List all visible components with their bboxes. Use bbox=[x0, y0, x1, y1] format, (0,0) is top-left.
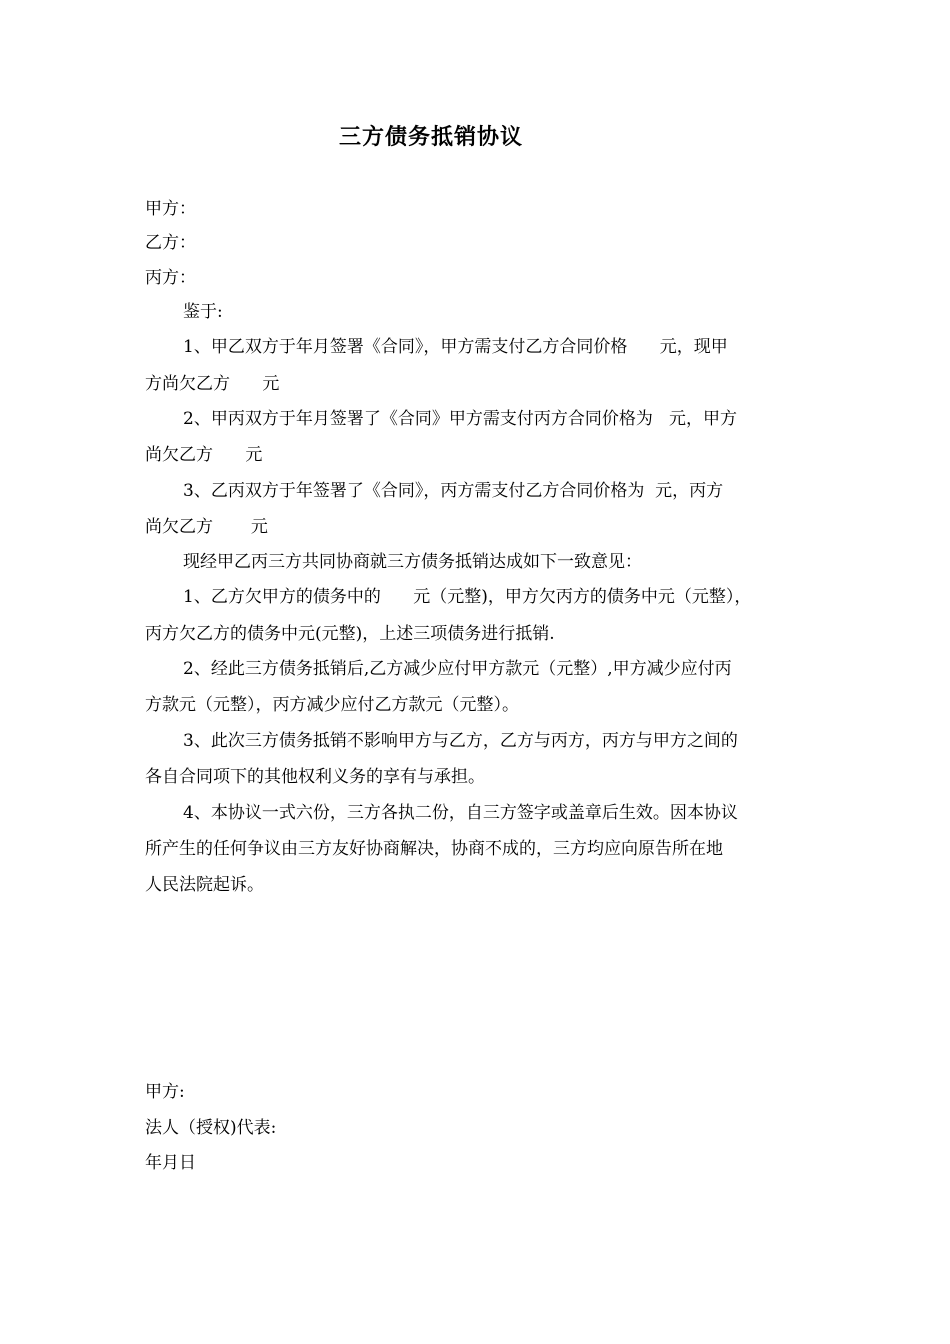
agreement-line: 方款元（元整），丙方减少应付乙方款元（元整）。 bbox=[145, 695, 519, 715]
whereas-line: 1、甲乙双方于年月签署《合同》，甲方需支付乙方合同价格 元，现甲 bbox=[183, 337, 728, 357]
agreement-line: 各自合同项下的其他权利义务的享有与承担。 bbox=[145, 767, 485, 787]
agreement-line: 2、经此三方债务抵销后,乙方减少应付甲方款元（元整）,甲方减少应付丙 bbox=[183, 659, 732, 679]
signature-representative: 法人（授权)代表: bbox=[145, 1118, 277, 1138]
whereas-heading: 鉴于: bbox=[183, 302, 223, 322]
whereas-line: 方尚欠乙方 元 bbox=[145, 374, 280, 394]
agreement-intro: 现经甲乙丙三方共同协商就三方债务抵销达成如下一致意见： bbox=[183, 552, 642, 572]
party-b-label: 乙方： bbox=[145, 233, 196, 253]
whereas-line: 尚欠乙方 元 bbox=[145, 517, 268, 537]
whereas-line: 3、乙丙双方于年签署了《合同》，丙方需支付乙方合同价格为 元，丙方 bbox=[183, 481, 724, 501]
whereas-line: 2、甲丙双方于年月签署了《合同》甲方需支付丙方合同价格为 元，甲方 bbox=[183, 409, 738, 429]
agreement-line: 4、本协议一式六份，三方各执二份，自三方签字或盖章后生效。因本协议 bbox=[183, 803, 738, 823]
whereas-line: 尚欠乙方 元 bbox=[145, 445, 263, 465]
agreement-line: 丙方欠乙方的债务中元(元整)，上述三项债务进行抵销. bbox=[145, 624, 555, 644]
agreement-line: 所产生的任何争议由三方友好协商解决，协商不成的，三方均应向原告所在地 bbox=[145, 839, 723, 859]
agreement-line: 人民法院起诉。 bbox=[145, 875, 264, 895]
page-title: 三方债务抵销协议 bbox=[338, 125, 523, 150]
signature-party: 甲方: bbox=[145, 1082, 185, 1102]
signature-date: 年月日 bbox=[145, 1153, 196, 1173]
agreement-line: 3、此次三方债务抵销不影响甲方与乙方，乙方与丙方，丙方与甲方之间的 bbox=[183, 731, 738, 751]
agreement-line: 1、乙方欠甲方的债务中的 元（元整)，甲方欠丙方的债务中元（元整）， bbox=[183, 587, 752, 607]
party-a-label: 甲方： bbox=[145, 199, 196, 219]
party-c-label: 丙方： bbox=[145, 268, 196, 288]
